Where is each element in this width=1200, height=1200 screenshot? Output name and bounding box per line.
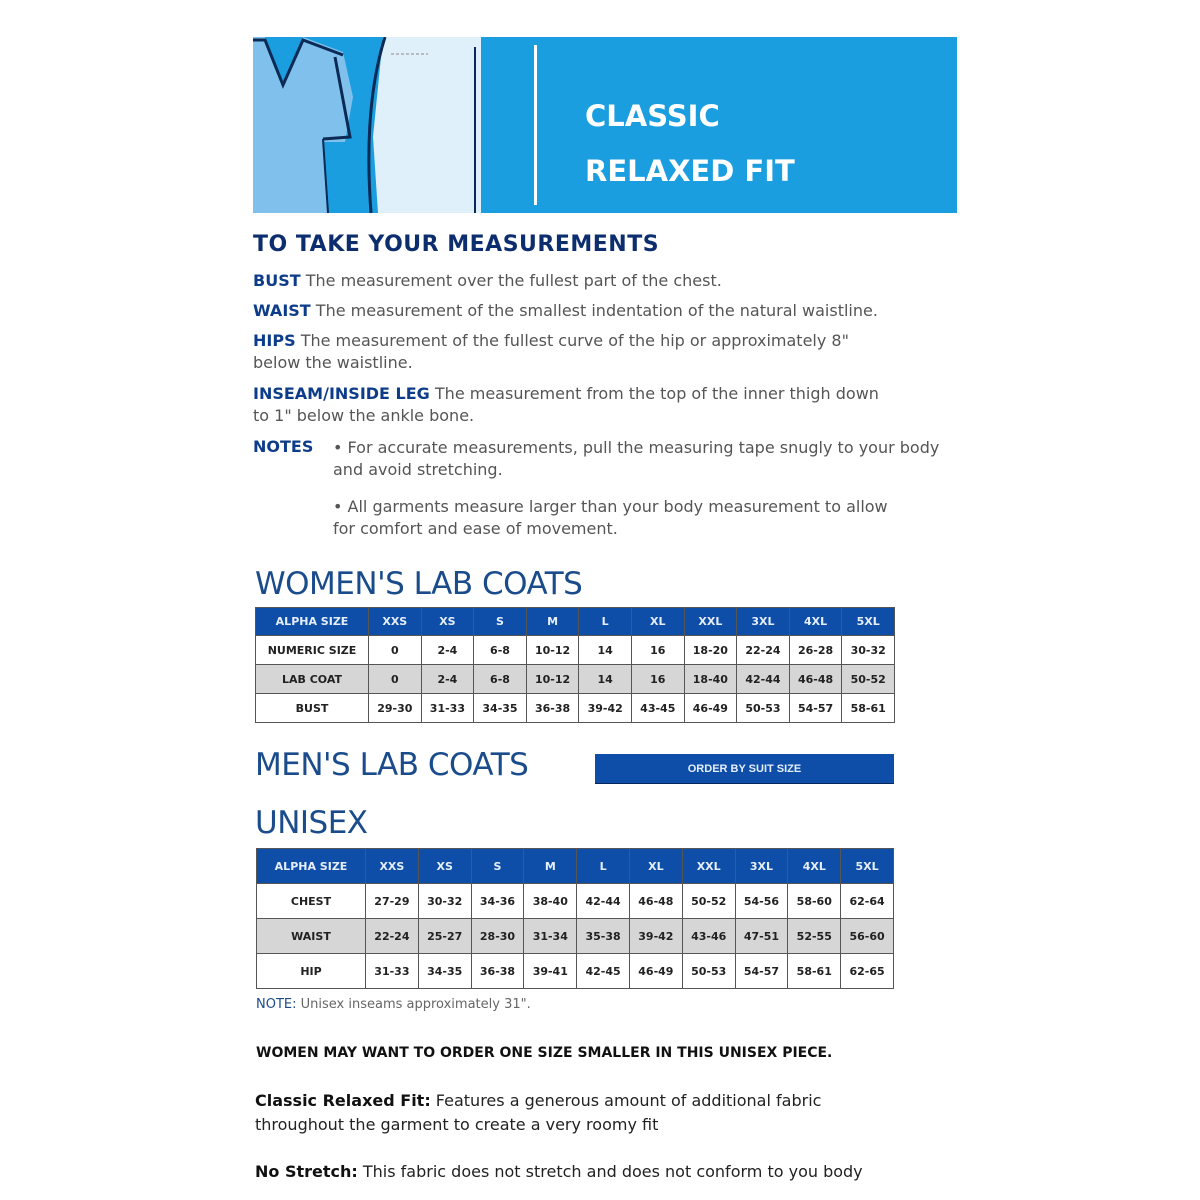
header-cell-size: 3XL [737, 608, 790, 636]
value-cell: 39-41 [524, 954, 577, 989]
measurement-label: HIPS [253, 331, 296, 350]
no-stretch-description [255, 1160, 935, 1184]
header-cell-size: L [579, 608, 632, 636]
note-label: NOTE: [256, 997, 297, 1012]
header-cell-size: XL [631, 608, 684, 636]
banner-title [585, 89, 795, 199]
measurement-label: INSEAM/INSIDE LEG [253, 384, 430, 403]
measurements-heading: TO TAKE YOUR MEASUREMENTS [253, 232, 660, 257]
header-cell-size: XS [418, 849, 471, 884]
note-item: • For accurate measurements, pull the measuring tape snugly to your body and avoid stretching. [333, 438, 940, 479]
value-cell: 18-40 [684, 665, 737, 694]
womens-heading: WOMEN'S LAB COATS [255, 566, 583, 602]
value-cell: 16 [631, 665, 684, 694]
order-by-suit-size-button[interactable]: ORDER BY SUIT SIZE [595, 754, 894, 783]
classic-fit-description [255, 1089, 855, 1137]
value-cell: 50-53 [737, 694, 790, 723]
value-cell: 36-38 [471, 954, 524, 989]
value-cell: 56-60 [841, 919, 894, 954]
value-cell: 0 [369, 665, 422, 694]
header-cell-size: M [526, 608, 579, 636]
measurement-bust [253, 270, 953, 292]
value-cell: 27-29 [366, 884, 419, 919]
measurement-text: The measurement of the fullest curve of the hip or approximately 8" below the waistline. [253, 331, 849, 372]
measurement-hips [253, 330, 883, 374]
note-item: • All garments measure larger than your body measurement to allow for comfort and ease of movement. [333, 497, 888, 538]
table-row [256, 694, 895, 723]
value-cell: 58-61 [788, 954, 841, 989]
value-cell: 6-8 [474, 665, 527, 694]
table-row [256, 636, 895, 665]
value-cell: 2-4 [421, 665, 474, 694]
header-cell-size: 5XL [842, 608, 895, 636]
value-cell: 36-38 [526, 694, 579, 723]
unisex-inseam-note [256, 997, 531, 1012]
unisex-heading: UNISEX [255, 805, 368, 841]
value-cell: 42-44 [577, 884, 630, 919]
table-row [256, 665, 895, 694]
header-cell-size: 4XL [789, 608, 842, 636]
value-cell: 6-8 [474, 636, 527, 665]
fit-label: Classic Relaxed Fit: [255, 1091, 431, 1110]
header-cell-size: XXS [369, 608, 422, 636]
value-cell: 26-28 [789, 636, 842, 665]
value-cell: 54-57 [735, 954, 788, 989]
mens-heading: MEN'S LAB COATS [255, 747, 529, 783]
fit-text: Features a generous amount of additional fabric throughout the garment to create a very roomy fit [255, 1091, 822, 1134]
value-cell: 31-33 [366, 954, 419, 989]
value-cell: 50-52 [682, 884, 735, 919]
value-cell: 43-45 [631, 694, 684, 723]
header-cell-size: L [577, 849, 630, 884]
banner-title-line1: CLASSIC [585, 99, 720, 133]
value-cell: 2-4 [421, 636, 474, 665]
value-cell: 16 [631, 636, 684, 665]
value-cell: 10-12 [526, 636, 579, 665]
value-cell: 46-48 [789, 665, 842, 694]
value-cell: 38-40 [524, 884, 577, 919]
value-cell: 52-55 [788, 919, 841, 954]
value-cell: 30-32 [842, 636, 895, 665]
header-cell-size: XXL [684, 608, 737, 636]
header-cell-size: S [471, 849, 524, 884]
womens-size-table [255, 607, 895, 723]
value-cell: 43-46 [682, 919, 735, 954]
header-cell-size: XXS [366, 849, 419, 884]
value-cell: 42-45 [577, 954, 630, 989]
notes-label: NOTES [253, 437, 314, 456]
value-cell: 34-35 [418, 954, 471, 989]
header-cell-size: 3XL [735, 849, 788, 884]
measurement-text: The measurement of the smallest indentation of the natural waistline. [315, 301, 878, 320]
measurement-text: The measurement from the top of the inner thigh down to 1" below the ankle bone. [253, 384, 879, 425]
value-cell: 62-65 [841, 954, 894, 989]
value-cell: 54-56 [735, 884, 788, 919]
note-text: Unisex inseams approximately 31". [296, 997, 531, 1012]
value-cell: 50-52 [842, 665, 895, 694]
table-header-row [256, 608, 895, 636]
value-cell: 14 [579, 636, 632, 665]
row-label-cell: HIP [257, 954, 366, 989]
row-label-cell: BUST [256, 694, 369, 723]
header-cell-label: ALPHA SIZE [256, 608, 369, 636]
value-cell: 42-44 [737, 665, 790, 694]
banner-title-line2: RELAXED FIT [585, 154, 795, 188]
measurement-label: BUST [253, 271, 301, 290]
value-cell: 39-42 [579, 694, 632, 723]
value-cell: 58-60 [788, 884, 841, 919]
value-cell: 29-30 [369, 694, 422, 723]
measurement-inseam [253, 383, 893, 427]
value-cell: 34-35 [474, 694, 527, 723]
measurement-text: The measurement over the fullest part of the chest. [305, 271, 722, 290]
unisex-size-table [256, 848, 894, 989]
stretch-label: No Stretch: [255, 1162, 358, 1181]
header-cell-label: ALPHA SIZE [257, 849, 366, 884]
value-cell: 46-49 [684, 694, 737, 723]
value-cell: 62-64 [841, 884, 894, 919]
row-label-cell: NUMERIC SIZE [256, 636, 369, 665]
header-cell-size: S [474, 608, 527, 636]
value-cell: 54-57 [789, 694, 842, 723]
value-cell: 46-48 [629, 884, 682, 919]
value-cell: 46-49 [629, 954, 682, 989]
row-label-cell: LAB COAT [256, 665, 369, 694]
measurement-waist [253, 300, 953, 322]
banner-divider [534, 45, 537, 205]
value-cell: 50-53 [682, 954, 735, 989]
value-cell: 0 [369, 636, 422, 665]
value-cell: 39-42 [629, 919, 682, 954]
row-label-cell: CHEST [257, 884, 366, 919]
header-cell-size: XS [421, 608, 474, 636]
fit-banner [253, 37, 957, 213]
header-cell-size: XXL [682, 849, 735, 884]
value-cell: 47-51 [735, 919, 788, 954]
row-label-cell: WAIST [257, 919, 366, 954]
value-cell: 22-24 [737, 636, 790, 665]
table-row [257, 919, 894, 954]
value-cell: 31-33 [421, 694, 474, 723]
header-cell-size: M [524, 849, 577, 884]
header-cell-size: 5XL [841, 849, 894, 884]
value-cell: 34-36 [471, 884, 524, 919]
value-cell: 35-38 [577, 919, 630, 954]
value-cell: 58-61 [842, 694, 895, 723]
value-cell: 18-20 [684, 636, 737, 665]
value-cell: 14 [579, 665, 632, 694]
scrub-illustration-icon [253, 37, 493, 213]
value-cell: 31-34 [524, 919, 577, 954]
header-cell-size: 4XL [788, 849, 841, 884]
sizing-warning: WOMEN MAY WANT TO ORDER ONE SIZE SMALLER IN THIS UNISEX PIECE. [256, 1045, 833, 1061]
table-header-row [257, 849, 894, 884]
value-cell: 25-27 [418, 919, 471, 954]
table-row [257, 884, 894, 919]
value-cell: 22-24 [366, 919, 419, 954]
value-cell: 28-30 [471, 919, 524, 954]
value-cell: 10-12 [526, 665, 579, 694]
header-cell-size: XL [629, 849, 682, 884]
measurement-label: WAIST [253, 301, 311, 320]
value-cell: 30-32 [418, 884, 471, 919]
table-row [257, 954, 894, 989]
stretch-text: This fabric does not stretch and does not conform to you body [357, 1162, 863, 1181]
